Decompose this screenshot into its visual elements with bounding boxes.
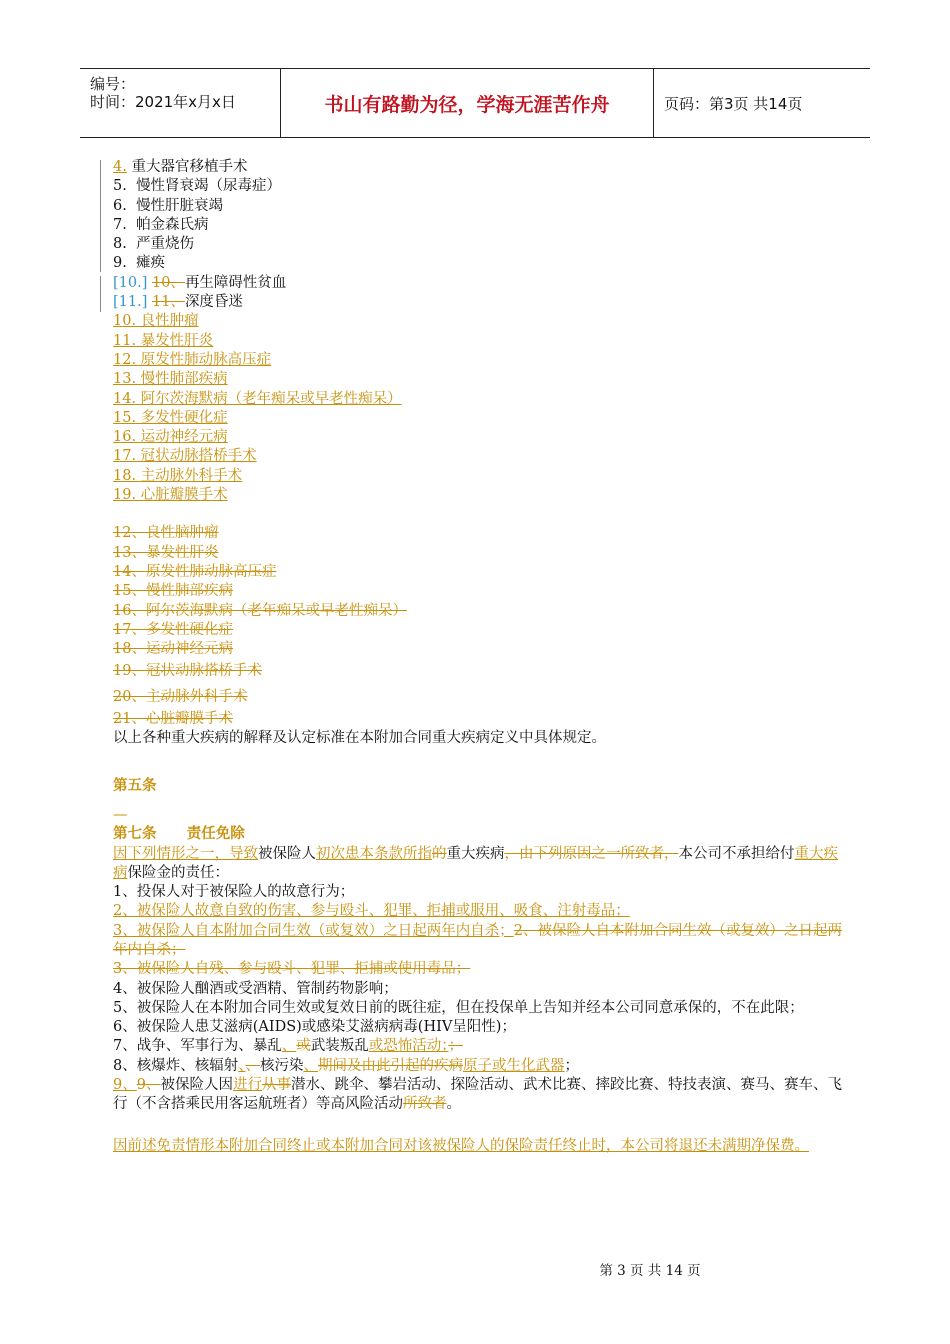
clause-9: 9、9、被保险人因进行从事潜水、跳伞、攀岩活动、探险活动、武术比赛、摔跤比赛、特技表演、赛马、赛车、飞行（不含搭乘民用客运航班者）等高风险活动所致者。 [113,1077,842,1113]
inserted-item: 15. 多发性硬化症 [113,409,228,426]
closing-paragraph: 因前述免责情形本附加合同终止或本附加合同对该被保险人的保险责任终止时，本公司将退还未满期净保费。 [113,1137,809,1154]
deleted-item: 16、阿尔茨海默病（老年痴呆或早老性痴呆） [113,602,407,619]
deleted-item: 19、冠状动脉搭桥手术 [113,663,262,680]
list-item: 7. 帕金森氏病 [113,216,209,233]
list-item: [10.] 10、再生障碍性贫血 [113,274,287,291]
article-5-mark: — [113,806,128,823]
deleted-item: 17、多发性硬化症 [113,621,233,638]
list-item: [11.] 11、深度昏迷 [113,294,243,311]
list-item: 8. 严重烧伤 [113,236,195,253]
deleted-item: 12、良性脑肿瘤 [113,525,219,542]
clause-8: 8、核爆炸、核辐射、、核污染、期间及由此引起的疾病原子或生化武器； [113,1057,579,1074]
deleted-item: 15、慢性肺部疾病 [113,583,233,600]
deleted-item: 20、主动脉外科手术 [113,688,248,705]
page-header [80,68,870,138]
clause-3: 3、被保险人自本附加合同生效（或复效）之日起两年内自杀；2、被保险人自本附加合同生效（或复效）之日起两年内自杀； [113,922,842,958]
clause-7: 7、战争、军事行为、暴乱、或武装叛乱或恐怖活动；； [113,1038,463,1055]
clause-4: 4、被保险人酗酒或受酒精、管制药物影响； [113,980,398,997]
clause-3b-deleted: 3、被保险人自残、参与殴斗、犯罪、拒捕或使用毒品； [113,961,471,978]
deleted-item: 21、心脏瓣膜手术 [113,711,233,728]
revision-bar [100,160,101,272]
header-page-label: 页码：第3页 共14页 [664,94,803,113]
number-label: 编号： [90,75,136,93]
deleted-item: 14、原发性肺动脉高压症 [113,563,277,580]
clause-2: 2、被保险人故意自致的伤害、参与殴斗、犯罪、拒捕或服用、吸食、注射毒品； [113,903,630,920]
revision-bar [100,276,101,312]
header-motto: 书山有路勤为径，学海无涯苦作舟 [281,69,654,137]
deleted-item: 18、运动神经元病 [113,641,233,658]
definition-note: 以上各种重大疾病的解释及认定标准在本附加合同重大疾病定义中具体规定。 [113,730,606,747]
inserted-item: 18. 主动脉外科手术 [113,467,243,484]
inserted-item: 11. 暴发性肝炎 [113,332,214,349]
inserted-item: 13. 慢性肺部疾病 [113,371,228,388]
list-item: 4. 重大器官移植手术 [113,159,248,175]
header-meta [80,69,281,137]
list-item: 9. 瘫痪 [113,255,166,272]
article-7-heading: 第七条 责任免除 [113,826,245,843]
inserted-item: 14. 阿尔茨海默病（老年痴呆或早老性痴呆） [113,390,402,407]
inserted-item: 17. 冠状动脉搭桥手术 [113,448,257,465]
clause-6: 6、被保险人患艾滋病(AIDS)或感染艾滋病病毒(HIV呈阳性)； [113,1019,516,1036]
deleted-item: 13、暴发性肝炎 [113,544,219,561]
list-item: 6. 慢性肝脏衰竭 [113,197,224,214]
time-label: 时间：2021年x月x日 [90,93,236,111]
page-footer: 第 3 页 共 14 页 [599,1263,701,1279]
clause-5: 5、被保险人在本附加合同生效或复效日前的既往症，但在投保单上告知并经本公司同意承保的，不在此限； [113,999,804,1016]
inserted-item: 16. 运动神经元病 [113,429,228,446]
list-item: 5. 慢性肾衰竭（尿毒症） [113,178,282,195]
inserted-item: 19. 心脏瓣膜手术 [113,487,228,504]
clause-1: 1、投保人对于被保险人的故意行为； [113,884,355,901]
exemption-intro: 因下列情形之一，导致被保险人初次患本条款所指的重大疾病，由下列原因之一所致者，本公司不承担给付重大疾病保险金的责任： [113,845,838,881]
inserted-item: 10. 良性肿瘤 [113,313,199,330]
document-body [113,158,843,1158]
article-5-heading: 第五条 [113,777,157,794]
inserted-item: 12. 原发性肺动脉高压症 [113,351,272,368]
